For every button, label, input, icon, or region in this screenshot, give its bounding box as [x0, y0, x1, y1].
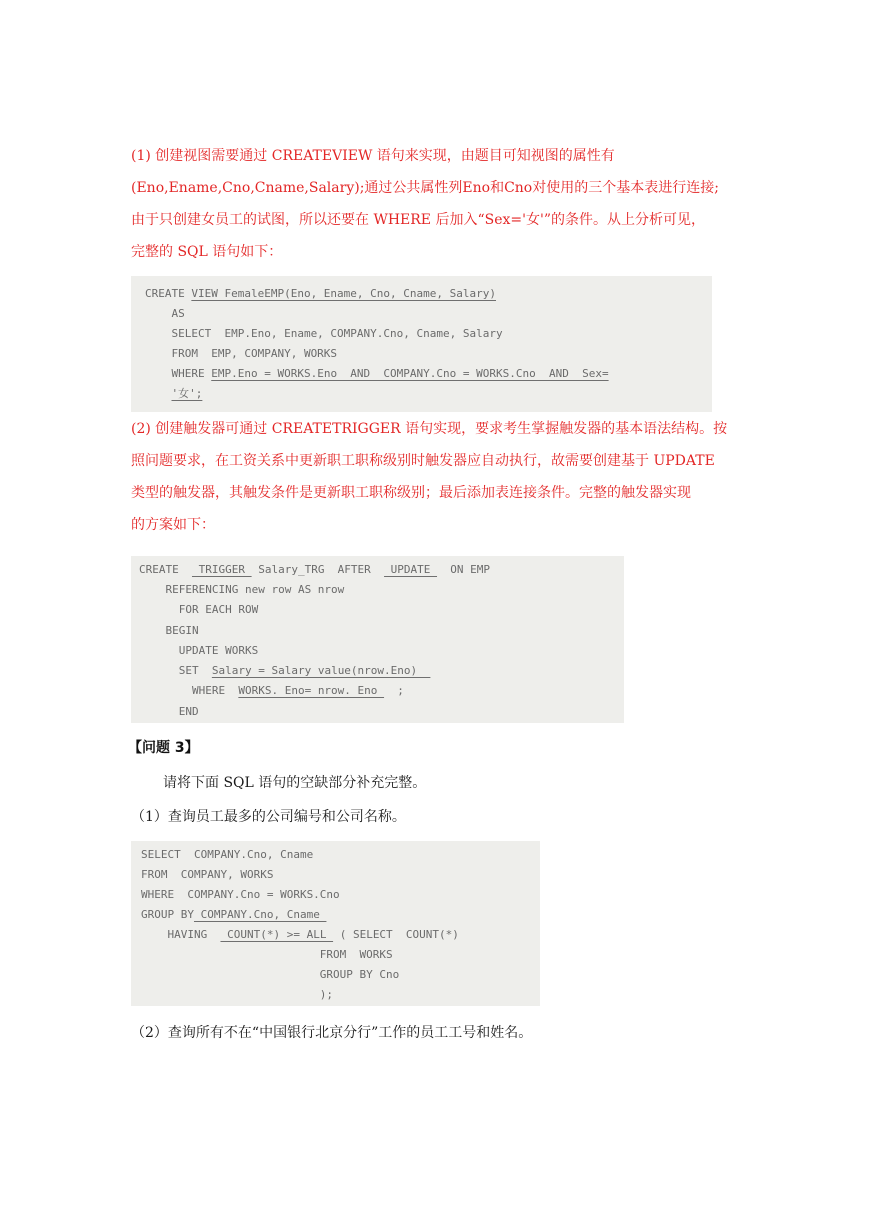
- question3-item1: （1）查询员工最多的公司编号和公司名称。: [131, 809, 406, 825]
- code3-line8: );: [141, 988, 334, 1001]
- answer2-line3: 类型的触发器，其触发条件是更新职工职称级别；最后添加表连接条件。完整的触发器实现: [131, 485, 691, 501]
- answer1-line1: (1) 创建视图需要通过 CREATEVIEW 语句来实现，由题目可知视图的属性有: [131, 148, 615, 164]
- code3-line1: SELECT COMPANY.Cno, Cname: [141, 848, 314, 861]
- answer2-line4: 的方案如下：: [131, 517, 215, 533]
- code2-line6: SET Salary = Salary value(nrow.Eno): [139, 664, 431, 677]
- code2-line4: BEGIN: [139, 624, 199, 637]
- question3-intro: 请将下面 SQL 语句的空缺部分补充完整。: [163, 775, 427, 791]
- code3-line6: FROM WORKS: [141, 948, 393, 961]
- question3-item2: （2）查询所有不在“中国银行北京分行”工作的员工工号和姓名。: [131, 1025, 533, 1041]
- code3-line2: FROM COMPANY, WORKS: [141, 868, 274, 881]
- code2-line5: UPDATE WORKS: [139, 644, 259, 657]
- code2-line8: END: [139, 705, 199, 718]
- code2-line7: WHERE WORKS. Eno= nrow. Eno ;: [139, 684, 404, 697]
- code3-line5: HAVING COUNT(*) >= ALL ( SELECT COUNT(*): [141, 928, 459, 941]
- answer1-line2: (Eno,Ename,Cno,Cname,Salary);通过公共属性列Eno和Cno对使用的三个基本表进行连接;: [131, 180, 719, 196]
- answer2-line2: 照问题要求，在工资关系中更新职工职称级别时触发器应自动执行，故需要创建基于 UPDATE: [131, 453, 715, 469]
- code2-line3: FOR EACH ROW: [139, 603, 259, 616]
- code1-line4: FROM EMP, COMPANY, WORKS: [145, 347, 338, 360]
- max-employee-company-code-block: [131, 841, 540, 1006]
- answer2-line1: (2) 创建触发器可通过 CREATETRIGGER 语句实现，要求考生掌握触发器的基本语法结构。按: [131, 421, 728, 437]
- code2-line1: CREATE TRIGGER Salary_TRG AFTER UPDATE ON EMP: [139, 563, 491, 576]
- code3-line4: GROUP BY COMPANY.Cno, Cname: [141, 908, 327, 921]
- code1-line5: WHERE EMP.Eno = WORKS.Eno AND COMPANY.Cno = WORKS.Cno AND Sex=: [145, 367, 609, 380]
- answer1-line4: 完整的 SQL 语句如下：: [131, 244, 283, 260]
- code1-line6: '女';: [171, 387, 203, 400]
- code2-line2: REFERENCING new row AS nrow: [139, 583, 345, 596]
- create-trigger-code-block: [131, 556, 624, 723]
- code1-line2: AS: [145, 307, 185, 320]
- question3-heading: 【问题 3】: [128, 740, 199, 756]
- answer1-line3: 由于只创建女员工的试图，所以还要在 WHERE 后加入“Sex='女'”的条件。从上分析可见，: [131, 212, 705, 228]
- code1-line1: CREATE VIEW FemaleEMP(Eno, Ename, Cno, Cname, Salary): [145, 287, 496, 300]
- code1-line3: SELECT EMP.Eno, Ename, COMPANY.Cno, Cname, Salary: [145, 327, 503, 340]
- create-view-code-block: [131, 276, 712, 412]
- code3-line7: GROUP BY Cno: [141, 968, 400, 981]
- code3-line3: WHERE COMPANY.Cno = WORKS.Cno: [141, 888, 340, 901]
